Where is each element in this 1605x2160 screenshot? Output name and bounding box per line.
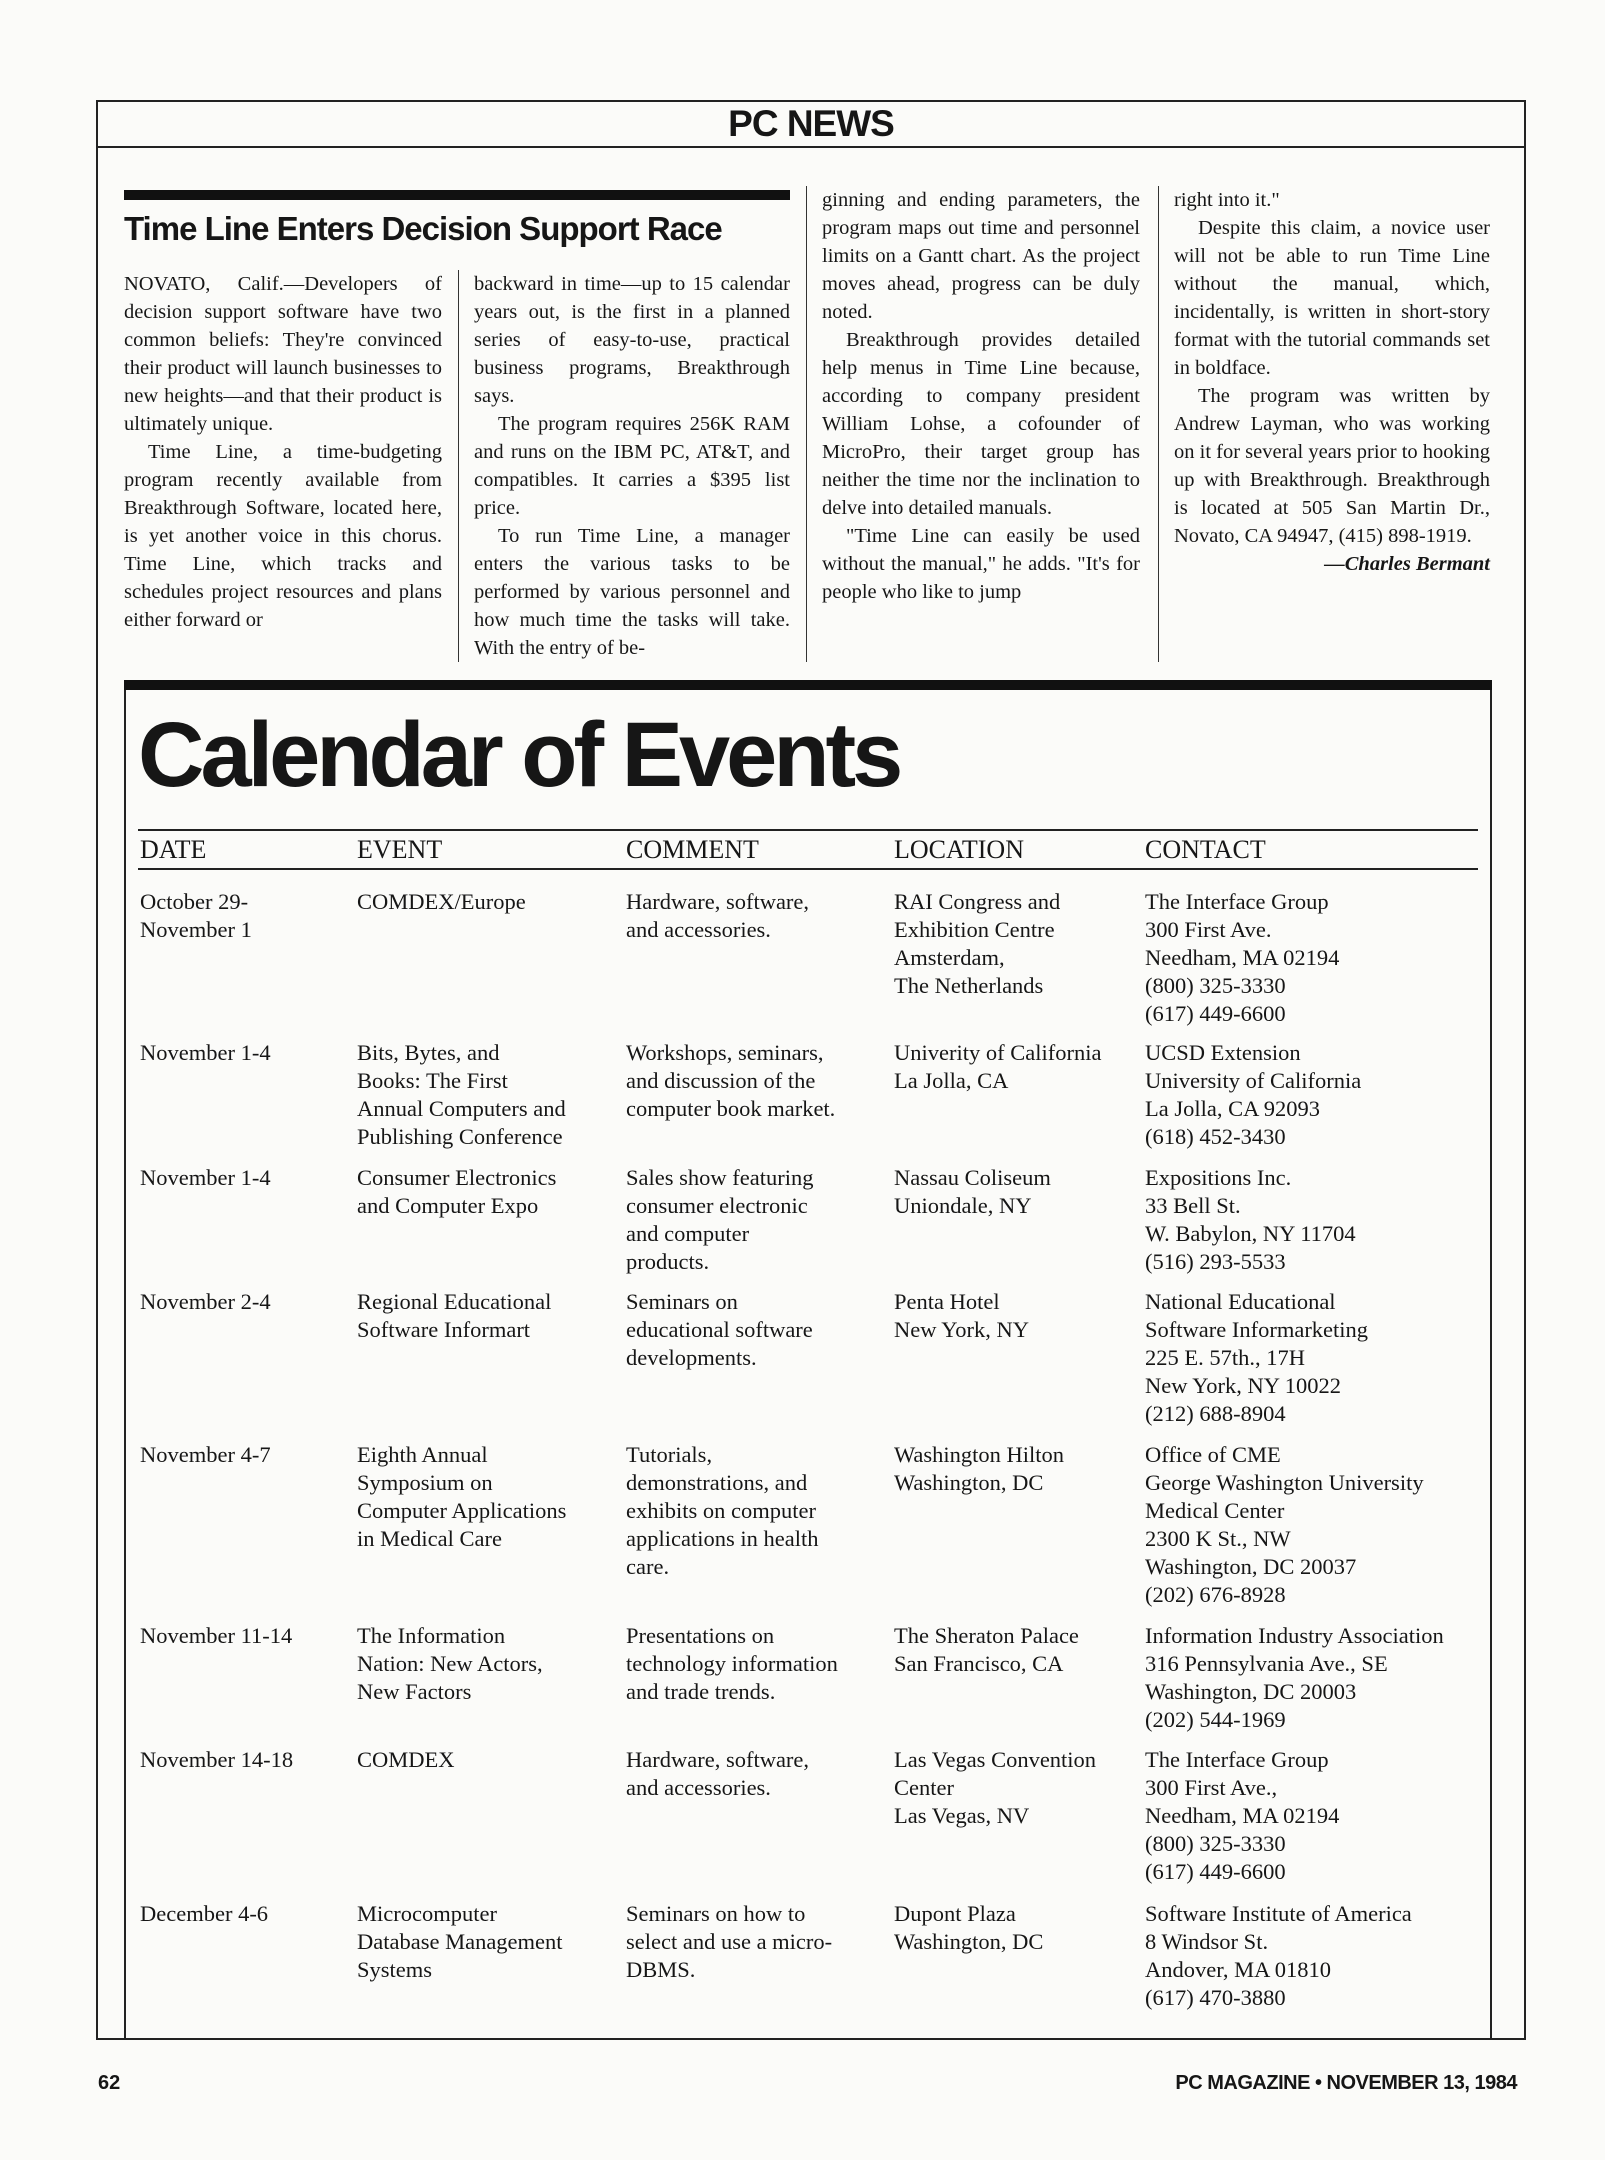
cell-line: Medical Center — [1145, 1498, 1285, 1523]
cell-line: products. — [626, 1249, 710, 1274]
cell-line: New York, NY — [894, 1317, 1030, 1342]
cell-line: Software Institute of America — [1145, 1901, 1412, 1926]
cell-location — [894, 1900, 1043, 1956]
cell-line: 33 Bell St. — [1145, 1193, 1241, 1218]
cell-line: November 14-18 — [140, 1747, 294, 1772]
cell-line: and discussion of the — [626, 1068, 816, 1093]
cell-line: Washington, DC 20003 — [1145, 1679, 1357, 1704]
cell-line: Expositions Inc. — [1145, 1165, 1292, 1190]
cell-line: DBMS. — [626, 1957, 696, 1982]
cell-event — [357, 1622, 543, 1706]
cell-line: Seminars on how to — [626, 1901, 806, 1926]
cell-line: La Jolla, CA — [894, 1068, 1009, 1093]
cell-event — [357, 1039, 566, 1151]
cell-line: Amsterdam, — [894, 945, 1005, 970]
cell-location — [894, 1288, 1029, 1344]
cell-line: The Netherlands — [894, 973, 1044, 998]
cell-comment — [626, 1746, 809, 1802]
cell-line: Las Vegas Convention — [894, 1747, 1097, 1772]
cell-location — [894, 1746, 1096, 1830]
cell-line: select and use a micro- — [626, 1929, 833, 1954]
cell-date — [140, 1622, 292, 1650]
cell-line: technology information — [626, 1651, 838, 1676]
article-headline: Time Line Enters Decision Support Race — [124, 210, 722, 247]
cell-line: The Interface Group — [1145, 889, 1329, 914]
column-rule — [458, 270, 459, 662]
cell-line: Seminars on — [626, 1289, 738, 1314]
cell-contact — [1145, 888, 1339, 1028]
article-col-4 — [1174, 186, 1490, 578]
cell-line: and computer — [626, 1221, 750, 1246]
column-rule — [1158, 186, 1159, 662]
cell-line: Needham, MA 02194 — [1145, 1803, 1340, 1828]
cell-line: Workshops, seminars, — [626, 1040, 824, 1065]
column-header-contact: CONTACT — [1145, 835, 1266, 864]
cell-line: New Factors — [357, 1679, 472, 1704]
cell-line: Consumer Electronics — [357, 1165, 557, 1190]
column-header-comment: COMMENT — [626, 835, 759, 864]
header-rule — [138, 868, 1478, 870]
article-byline: —Charles Bermant — [1324, 553, 1490, 575]
cell-line: (617) 470-3880 — [1145, 1985, 1286, 2010]
cell-comment — [626, 1900, 832, 1984]
paragraph: "Time Line can easily be used without the manual," he adds. "It's for people who like to jump — [822, 525, 1140, 603]
paragraph: The program was written by Andrew Layman, who was working on it for several years prior to hooking up with Breakthrough. Breakthrough is located at 505 San Martin Dr., Novato, CA 94947, (415) 898-1919. — [1174, 385, 1490, 547]
cell-line: Andover, MA 01810 — [1145, 1957, 1331, 1982]
cell-comment — [626, 1622, 838, 1706]
cell-line: Hardware, software, — [626, 1747, 810, 1772]
cell-line: University of California — [1145, 1068, 1362, 1093]
cell-line: Penta Hotel — [894, 1289, 1000, 1314]
cell-line: Las Vegas, NV — [894, 1803, 1030, 1828]
cell-event — [357, 1441, 566, 1553]
cell-comment — [626, 1039, 835, 1123]
cell-line: in Medical Care — [357, 1526, 502, 1551]
cell-line: Washington Hilton — [894, 1442, 1065, 1467]
cell-line: Microcomputer — [357, 1901, 497, 1926]
cell-event — [357, 1746, 455, 1774]
cell-line: November 11-14 — [140, 1623, 293, 1648]
cell-line: COMDEX — [357, 1747, 455, 1772]
cell-line: (516) 293-5533 — [1145, 1249, 1286, 1274]
column-header-event: EVENT — [357, 835, 443, 864]
cell-line: Nation: New Actors, — [357, 1651, 543, 1676]
cell-contact — [1145, 1039, 1361, 1151]
cell-line: Information Industry Association — [1145, 1623, 1444, 1648]
cell-line: 8 Windsor St. — [1145, 1929, 1269, 1954]
cell-date — [140, 1288, 271, 1316]
cell-event — [357, 1164, 556, 1220]
article-col-2 — [474, 270, 790, 662]
cell-line: (800) 325-3330 — [1145, 1831, 1286, 1856]
column-header-location: LOCATION — [894, 835, 1024, 864]
cell-line: Uniondale, NY — [894, 1193, 1032, 1218]
cell-line: Hardware, software, — [626, 889, 810, 914]
cell-line: Software Informart — [357, 1317, 531, 1342]
cell-line: Washington, DC — [894, 1929, 1044, 1954]
paragraph: Despite this claim, a novice user will not be able to run Time Line without the manual, which, incidentally, is written in short-story format with the tutorial commands set in boldface. — [1174, 217, 1490, 379]
cell-date — [140, 1441, 271, 1469]
cell-location — [894, 1441, 1064, 1497]
cell-line: Systems — [357, 1957, 433, 1982]
cell-line: George Washington University — [1145, 1470, 1424, 1495]
cell-line: Nassau Coliseum — [894, 1165, 1051, 1190]
cell-line: November 4-7 — [140, 1442, 271, 1467]
headline-bar — [124, 190, 790, 200]
cell-line: (800) 325-3330 — [1145, 973, 1286, 998]
cell-contact — [1145, 1622, 1444, 1734]
cell-comment — [626, 1441, 818, 1581]
cell-line: (618) 452-3430 — [1145, 1124, 1286, 1149]
header-rule — [138, 829, 1478, 831]
cell-line: care. — [626, 1554, 670, 1579]
cell-line: COMDEX/Europe — [357, 889, 526, 914]
section-header — [96, 100, 1526, 148]
cell-line: applications in health — [626, 1526, 819, 1551]
cell-line: Sales show featuring — [626, 1165, 814, 1190]
cell-line: December 4-6 — [140, 1901, 269, 1926]
cell-contact — [1145, 1164, 1356, 1276]
section-title: PC NEWS — [728, 103, 894, 144]
cell-date — [140, 1039, 271, 1067]
cell-line: San Francisco, CA — [894, 1651, 1064, 1676]
cell-line: Dupont Plaza — [894, 1901, 1016, 1926]
cell-line: developments. — [626, 1345, 757, 1370]
cell-line: Bits, Bytes, and — [357, 1040, 500, 1065]
cell-line: November 1-4 — [140, 1040, 271, 1065]
cell-line: RAI Congress and — [894, 889, 1061, 914]
cell-line: November 2-4 — [140, 1289, 271, 1314]
cell-line: computer book market. — [626, 1096, 836, 1121]
cell-line: 300 First Ave. — [1145, 917, 1272, 942]
cell-line: (202) 676-8928 — [1145, 1582, 1286, 1607]
calendar-title: Calendar of Events — [138, 704, 900, 806]
cell-line: The Sheraton Palace — [894, 1623, 1079, 1648]
cell-line: 225 E. 57th., 17H — [1145, 1345, 1305, 1370]
cell-line: Washington, DC — [894, 1470, 1044, 1495]
cell-location — [894, 888, 1060, 1000]
column-rule — [806, 186, 807, 662]
cell-line: and accessories. — [626, 917, 771, 942]
cell-event — [357, 1288, 551, 1344]
cell-line: (202) 544-1969 — [1145, 1707, 1286, 1732]
cell-line: Software Informarketing — [1145, 1317, 1369, 1342]
cell-line: educational software — [626, 1317, 813, 1342]
cell-line: Regional Educational — [357, 1289, 552, 1314]
cell-line: Univerity of California — [894, 1040, 1102, 1065]
cell-contact — [1145, 1441, 1424, 1609]
cell-line: Database Management — [357, 1929, 563, 1954]
cell-date — [140, 1164, 271, 1192]
paragraph: right into it." — [1174, 189, 1280, 211]
cell-line: National Educational — [1145, 1289, 1336, 1314]
cell-location — [894, 1039, 1101, 1095]
cell-event — [357, 888, 526, 916]
cell-line: Publishing Conference — [357, 1124, 563, 1149]
cell-line: (212) 688-8904 — [1145, 1401, 1286, 1426]
cell-line: consumer electronic — [626, 1193, 808, 1218]
cell-date — [140, 888, 252, 944]
cell-line: 2300 K St., NW — [1145, 1526, 1291, 1551]
cell-line: (617) 449-6600 — [1145, 1859, 1286, 1884]
cell-comment — [626, 888, 809, 944]
cell-line: 316 Pennsylvania Ave., SE — [1145, 1651, 1388, 1676]
cell-line: Books: The First — [357, 1068, 508, 1093]
cell-location — [894, 1164, 1051, 1220]
paragraph: Breakthrough provides detailed help menus in Time Line because, according to company president William Lohse, a cofounder of MicroPro, their target group has neither the time nor the inclination to delve into detailed manuals. — [822, 329, 1140, 519]
cell-line: La Jolla, CA 92093 — [1145, 1096, 1320, 1121]
cell-line: and trade trends. — [626, 1679, 776, 1704]
cell-line: Symposium on — [357, 1470, 493, 1495]
article-col-1 — [124, 270, 442, 634]
cell-line: W. Babylon, NY 11704 — [1145, 1221, 1356, 1246]
cell-line: November 1-4 — [140, 1165, 271, 1190]
cell-comment — [626, 1288, 813, 1372]
publication-line: PC MAGAZINE • NOVEMBER 13, 1984 — [1175, 2072, 1517, 2094]
cell-line: November 1 — [140, 917, 252, 942]
cell-contact — [1145, 1288, 1368, 1428]
cell-line: Needham, MA 02194 — [1145, 945, 1340, 970]
cell-date — [140, 1746, 293, 1774]
cell-line: Presentations on — [626, 1623, 775, 1648]
paragraph: NOVATO, Calif.—Developers of decision support software have two common beliefs: They're convinced their product will launch businesses to new heights—and that their product is ultimately unique. — [124, 273, 442, 435]
paragraph: The program requires 256K RAM and runs on the IBM PC, AT&T, and compatibles. It carries a $395 list price. — [474, 413, 790, 519]
cell-line: Eighth Annual — [357, 1442, 488, 1467]
calendar-bar — [124, 680, 1492, 690]
cell-line: (617) 449-6600 — [1145, 1001, 1286, 1026]
cell-line: The Information — [357, 1623, 506, 1648]
cell-contact — [1145, 1900, 1412, 2012]
cell-line: Tutorials, — [626, 1442, 713, 1467]
cell-line: 300 First Ave., — [1145, 1775, 1278, 1800]
cell-event — [357, 1900, 563, 1984]
cell-line: demonstrations, and — [626, 1470, 808, 1495]
paragraph: ginning and ending parameters, the program maps out time and personnel limits on a Gantt chart. As the project moves ahead, progress can be duly noted. — [822, 189, 1140, 323]
cell-line: Exhibition Centre — [894, 917, 1055, 942]
paragraph: backward in time—up to 15 calendar years out, is the first in a planned series of easy-to-use, practical business programs, Breakthrough says. — [474, 273, 790, 407]
cell-line: and Computer Expo — [357, 1193, 539, 1218]
cell-line: UCSD Extension — [1145, 1040, 1301, 1065]
cell-line: October 29- — [140, 889, 249, 914]
cell-line: Center — [894, 1775, 954, 1800]
cell-line: Computer Applications — [357, 1498, 567, 1523]
cell-line: exhibits on computer — [626, 1498, 816, 1523]
cell-line: Annual Computers and — [357, 1096, 566, 1121]
cell-line: Office of CME — [1145, 1442, 1281, 1467]
cell-date — [140, 1900, 268, 1928]
cell-line: New York, NY 10022 — [1145, 1373, 1342, 1398]
cell-location — [894, 1622, 1079, 1678]
paragraph: Time Line, a time-budgeting program recently available from Breakthrough Software, located here, is yet another voice in this chorus. Time Line, which tracks and schedules project resources and plans either forward or — [124, 441, 442, 631]
cell-line: The Interface Group — [1145, 1747, 1329, 1772]
page-number: 62 — [98, 2072, 121, 2094]
column-header-date: DATE — [140, 835, 207, 864]
article-col-3 — [822, 186, 1140, 606]
cell-line: and accessories. — [626, 1775, 771, 1800]
cell-contact — [1145, 1746, 1339, 1886]
cell-line: Washington, DC 20037 — [1145, 1554, 1357, 1579]
paragraph: To run Time Line, a manager enters the various tasks to be performed by various personnel and how much time the tasks will take. With the entry of be- — [474, 525, 790, 659]
cell-comment — [626, 1164, 813, 1276]
